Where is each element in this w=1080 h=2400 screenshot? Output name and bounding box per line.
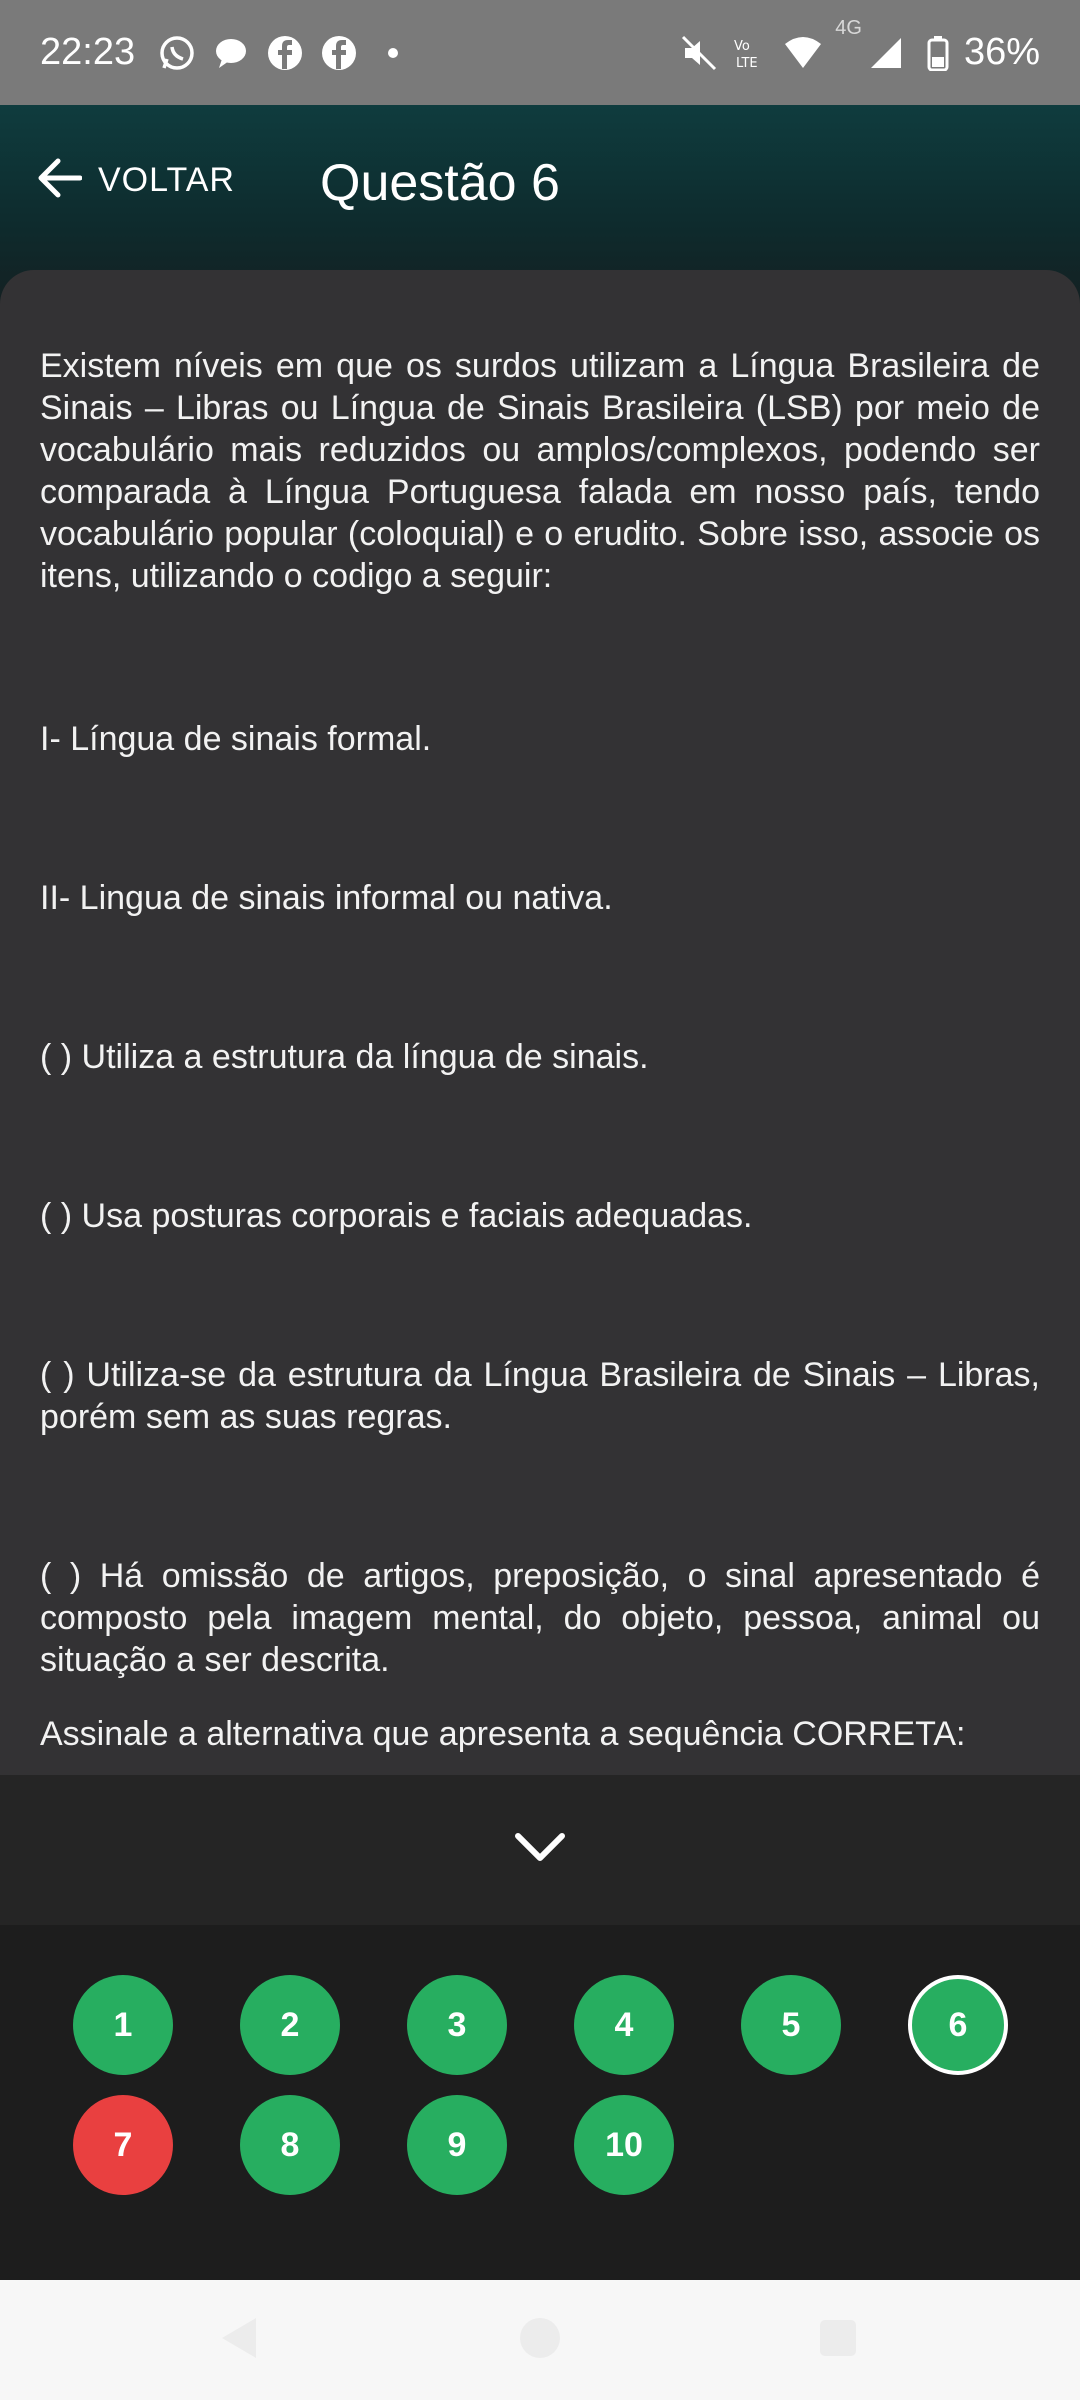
question-button-5[interactable]: 5 — [741, 1975, 841, 2075]
statement-3: ( ) Utiliza-se da estrutura da Língua Brasileira de Sinais – Libras, porém sem as suas regras. — [40, 1356, 1040, 1436]
svg-text:Vo: Vo — [734, 38, 751, 54]
volte-icon — [731, 33, 771, 73]
svg-text:LTE: LTE — [736, 55, 758, 71]
option-item-1: I- Língua de sinais formal. — [40, 720, 432, 758]
back-button[interactable] — [36, 145, 235, 215]
question-nav — [0, 1925, 1080, 2280]
whatsapp-icon — [157, 33, 197, 73]
page-title: Questão 6 — [320, 154, 560, 212]
question-button-1[interactable]: 1 — [73, 1975, 173, 2075]
question-prompt: Assinale a alternativa que apresenta a sequência CORRETA: — [40, 1715, 966, 1753]
battery-percent: 36% — [963, 31, 1040, 73]
nav-recents-icon[interactable] — [820, 2320, 856, 2356]
signal-icon — [866, 33, 906, 73]
question-button-7-wrong[interactable]: 7 — [73, 2095, 173, 2195]
dot-icon — [373, 33, 413, 73]
battery-icon — [918, 33, 958, 73]
android-nav-bar — [0, 2280, 1080, 2400]
option-item-2: II- Lingua de sinais informal ou nativa. — [40, 879, 613, 917]
question-button-9[interactable]: 9 — [407, 2095, 507, 2195]
question-text: Existem níveis em que os surdos utilizam a Língua Brasileira de Sinais – Libras ou Língua de Sinais Brasileira (LSB) por meio de vocabulário mais reduzidos ou amplos/complexos, podendo ser comparada à Língua Portuguesa falada em nosso país, tendo vocabulário popular (coloquial) e o erudito. Sobre isso, associe os itens, utilizando o codigo a seguir: — [40, 347, 1040, 595]
arrow-left-icon — [36, 158, 82, 203]
status-right — [679, 17, 1040, 74]
status-bar — [0, 0, 1080, 105]
network-type: 4G — [835, 17, 862, 39]
status-time: 22:23 — [40, 31, 136, 73]
nav-home-icon[interactable] — [520, 2318, 560, 2358]
question-button-4[interactable]: 4 — [574, 1975, 674, 2075]
chat-bubble-icon — [211, 33, 251, 73]
question-button-2[interactable]: 2 — [240, 1975, 340, 2075]
statement-2: ( ) Usa posturas corporais e faciais adequadas. — [40, 1197, 753, 1235]
question-button-6-current[interactable]: 6 — [908, 1975, 1008, 2075]
nav-back-icon[interactable] — [222, 2318, 256, 2358]
question-button-10[interactable]: 10 — [574, 2095, 674, 2195]
chevron-down-icon — [514, 1832, 566, 1869]
statement-4: ( ) Há omissão de artigos, preposição, o sinal apresentado é composto pela imagem mental, do objeto, pessoa, animal ou situação a ser descrita. — [40, 1557, 1040, 1679]
question-button-3[interactable]: 3 — [407, 1975, 507, 2075]
facebook-icon — [265, 33, 305, 73]
statement-1: ( ) Utiliza a estrutura da língua de sinais. — [40, 1038, 649, 1076]
facebook-icon — [319, 33, 359, 73]
collapse-toggle[interactable] — [0, 1775, 1080, 1925]
wifi-icon — [783, 33, 823, 73]
back-label: VOLTAR — [98, 160, 235, 199]
mute-icon — [679, 33, 719, 73]
question-button-8[interactable]: 8 — [240, 2095, 340, 2195]
question-card[interactable] — [0, 270, 1080, 1775]
